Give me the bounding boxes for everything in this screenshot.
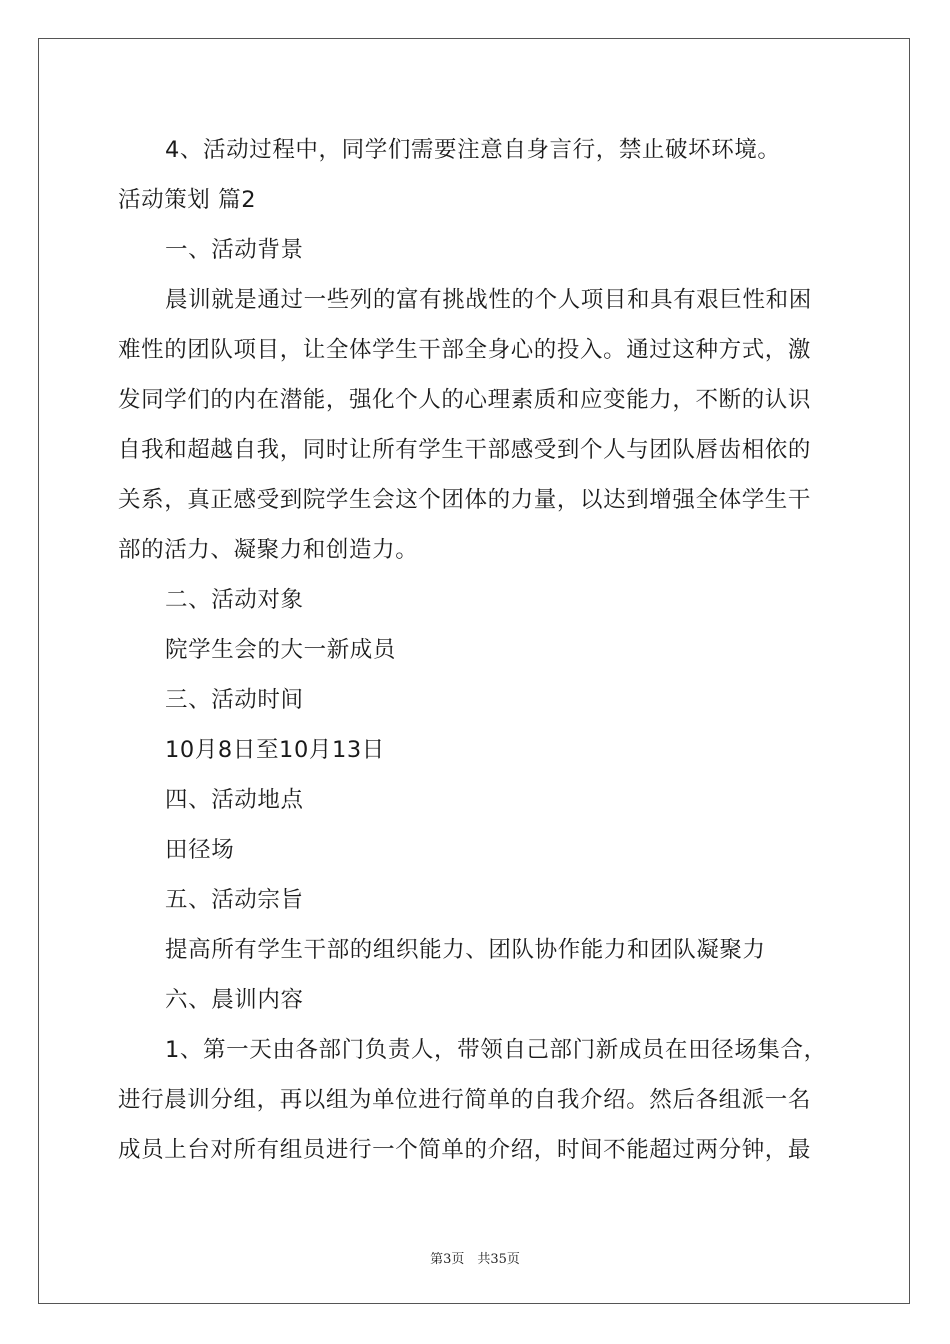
paragraph-line: 10月8日至10月13日 [165,737,385,763]
page-frame [38,38,910,1304]
paragraph-line: 部的活力、凝聚力和创造力。 [118,537,419,563]
paragraph-line: 提高所有学生干部的组织能力、团队协作能力和团队凝聚力 [165,937,766,963]
paragraph-line: 4、活动过程中，同学们需要注意自身言行，禁止破坏环境。 [165,137,781,163]
subheading: 三、活动时间 [165,687,304,713]
paragraph-line: 自我和超越自我，同时让所有学生干部感受到个人与团队唇齿相依的 [118,437,812,463]
section-heading: 活动策划 篇2 [118,187,257,213]
paragraph-line: 院学生会的大一新成员 [165,637,397,663]
subheading: 五、活动宗旨 [165,887,304,913]
paragraph-line: 田径场 [165,837,235,863]
paragraph-line: 晨训就是通过一些列的富有挑战性的个人项目和具有艰巨性和困 [165,287,812,313]
paragraph-line: 1、第一天由各部门负责人，带领自己部门新成员在田径场集合， [165,1037,827,1063]
subheading: 一、活动背景 [165,237,304,263]
subheading: 二、活动对象 [165,587,304,613]
paragraph-line: 进行晨训分组，再以组为单位进行简单的自我介绍。然后各组派一名 [118,1087,812,1113]
paragraph-line: 成员上台对所有组员进行一个简单的介绍，时间不能超过两分钟，最 [118,1137,812,1163]
page-number-footer: 第3页 共35页 [430,1252,520,1267]
subheading: 六、晨训内容 [165,987,304,1013]
paragraph-line: 关系，真正感受到院学生会这个团体的力量，以达到增强全体学生干 [118,487,812,513]
subheading: 四、活动地点 [165,787,304,813]
paragraph-line: 发同学们的内在潜能，强化个人的心理素质和应变能力，不断的认识 [118,387,812,413]
paragraph-line: 难性的团队项目，让全体学生干部全身心的投入。通过这种方式，激 [118,337,812,363]
